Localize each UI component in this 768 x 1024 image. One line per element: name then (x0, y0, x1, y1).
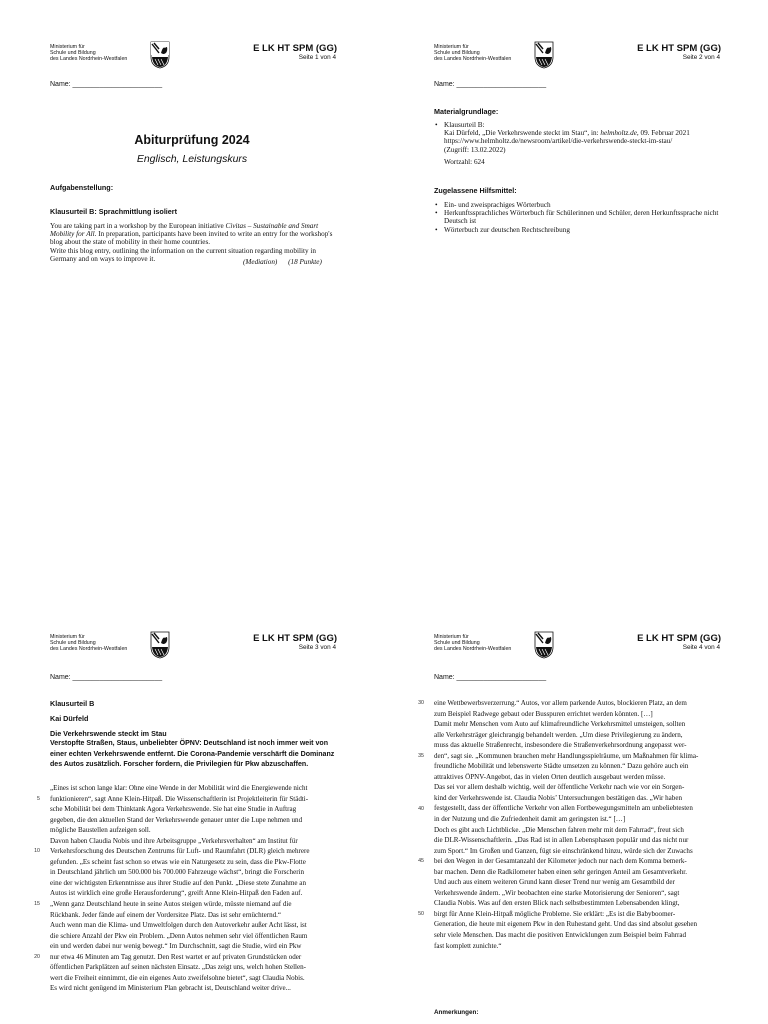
material-access-date: (Zugriff: 13.02.2022) (444, 145, 506, 154)
article-line: zum Beispiel Radwege gebaut oder Busspuren errichtet werden könnten. […] (434, 709, 653, 718)
material-source: Kai Dürfeld, „Die Verkehrswende steckt im Stau“, in: (444, 129, 601, 138)
article-line: die DLR-Wissenschaftlerin. „Das Rad ist in allen Lebensphasen populär und das nicht nur (434, 836, 689, 845)
line-number: 35 (418, 752, 424, 759)
article-line: Auch wenn man die Klima- und Umweltfolgen durch den Autoverkehr außer Acht lässt, ist (50, 921, 307, 930)
lead-line: des Autos zusätzlich. Forscher fordern, die Privilegien für Pkw abzuschaffen. (50, 761, 309, 769)
name-field: Name: _______________________ (434, 81, 547, 88)
article-line: bei den Wegen in der Gesamtanzahl der Kilometer jedoch nur nach dem Komma bemerk- (434, 857, 687, 866)
aids-list (434, 201, 734, 234)
aids-heading: Zugelassene Hilfsmittel: (434, 186, 517, 195)
article-line: Verkehrsforschung des Deutschen Zentrums für Luft- und Raumfahrt (DLR) gleich mehrere (50, 847, 310, 856)
article-line: Claudia Nobis. Was auf den ersten Blick nach selbstbestimmten Lebensabenden klingt, (434, 899, 680, 908)
article-line: fast komplett zunichte.“ (434, 941, 502, 950)
article-body (50, 783, 309, 994)
mediation-label: (Mediation) (243, 258, 278, 266)
part-heading: Klausurteil B: Sprachmittlung isoliert (50, 207, 177, 216)
ministry-line: Ministerium für (434, 634, 469, 640)
material-list (434, 121, 734, 154)
ministry-line: des Landes Nordrhein-Westfalen (50, 646, 128, 652)
article-line: Das sei vor allem deshalb wichtig, weil der öffentliche Verkehr nach wie vor ein Sorgen- (434, 783, 685, 792)
aid-item: • Wörterbuch zur deutschen Rechtschreibung (444, 226, 734, 234)
article-line: in Deutschland jährlich um 500.000 bis 700.000 Fahrzeuge wächst“, bringt die Forscherin (50, 868, 305, 877)
task-sentence: . In preparation, participants have been invited to write an entry for the workshop's blog about the state of mobility in their home countries. (50, 230, 333, 247)
article-line: Es wird nicht genügend im Ministerium Plan gebracht ist, Deutschland weiter drive... (50, 984, 291, 993)
ministry-line: des Landes Nordrhein-Westfalen (50, 56, 128, 62)
article-body (434, 698, 698, 951)
page-title: Abiturprüfung 2024 (134, 133, 250, 147)
task-sentence: You are taking part in a workshop by the European initiative (50, 222, 226, 230)
line-number: 10 (34, 848, 40, 855)
line-number: 30 (418, 700, 424, 706)
lead-line: Verstopfte Straßen, Staus, unbeliebter ÖPNV: Deutschland ist noch immer weit von (50, 740, 329, 747)
part-label: Klausurteil B (50, 699, 95, 708)
initiative-name: Civitas – Sustainable and Smart Mobility for All (50, 222, 319, 239)
word-count: Wortzahl: 624 (444, 158, 485, 166)
aid-item: • Herkunftssprachliches Wörterbuch für Schülerinnen und Schüler, deren Herkunftssprache nicht Deutsch ist (444, 209, 734, 225)
article-line: öffentlichen Parkplätzen auf seinen nächsten Einsatz. „Das zeigt uns, welch hohen Stellen- (50, 963, 307, 972)
article-line: Generation, die heute mit eigenem Pkw in den Ruhestand geht. Und das sind absolut gesehen (434, 920, 698, 929)
page-number: Seite 4 von 4 (682, 644, 720, 651)
exam-code: E LK HT SPM (GG) (253, 633, 337, 644)
page-subtitle: Englisch, Leistungskurs (136, 153, 248, 165)
name-field: Name: _______________________ (50, 674, 163, 681)
ministry-line: des Landes Nordrhein-Westfalen (434, 56, 512, 62)
article-headline: Die Verkehrswende steckt im Stau (50, 729, 167, 738)
article-line: in der Nutzung und die Zufriedenheit damit am geringsten ist.“ […] (434, 815, 626, 824)
article-line: freundliche Mobilität und lebenswerte Städte umsetzen zu können.“ Dazu gehöre auch ein (434, 762, 689, 771)
material-url: https://www.helmholtz.de/newsroom/artikel/die-verkehrswende-steckt-im-stau/ (444, 137, 673, 146)
ministry-line: Schule und Bildung (50, 640, 96, 646)
ministry-label (50, 44, 127, 62)
line-number: 45 (418, 858, 424, 865)
ministry-line: Ministerium für (50, 44, 85, 50)
task-marks (243, 258, 322, 266)
article-line: gefunden. „Es scheint fast schon so etwas wie ein Naturgesetz zu sein, dass die Pkw-Flotte (50, 857, 306, 866)
page-number: Seite 1 von 4 (298, 54, 336, 61)
nrw-coat-of-arms-icon (150, 631, 170, 659)
task-text (50, 222, 334, 263)
article-author: Kai Dürfeld (50, 714, 89, 723)
article-line: bar machen. Denn die Radkilometer haben einen sehr geringen Anteil am Gesamtverkehr. (434, 867, 688, 876)
line-number: 5 (37, 795, 40, 802)
article-line: Autos ist wirklich eine große Herausforderung“, greift Anne Klein-Hitpaß den Faden auf. (50, 889, 303, 898)
ministry-label (434, 634, 511, 652)
article-line: festgestellt, dass der öffentliche Verkehr von allen Fortbewegungsmitteln am unbeliebtesten (434, 804, 693, 813)
ministry-line: Schule und Bildung (50, 50, 96, 56)
page-2 (384, 0, 768, 512)
material-part-label: Klausurteil B: (444, 121, 485, 129)
exam-code: E LK HT SPM (GG) (637, 633, 721, 644)
material-date: , 09. Februar 2021 (636, 129, 690, 138)
page-number: Seite 2 von 4 (682, 54, 720, 61)
article-line: muss das aktuelle Straßenrecht, insbesondere die Straßenverkehrsordnung angepasst wer- (434, 741, 687, 750)
task-heading: Aufgabenstellung: (50, 183, 114, 192)
nrw-coat-of-arms-icon (534, 41, 554, 69)
page-4 (384, 512, 768, 1024)
material-item (444, 121, 734, 154)
line-number: 15 (34, 901, 40, 908)
article-line: sehr viele Menschen. Das macht die positiven Entwicklungen zum Beispiel beim Fahrrad (434, 931, 687, 940)
nrw-coat-of-arms-icon (534, 631, 554, 659)
lead-line: einer echten Verkehrswende entfernt. Die Corona-Pandemie verschärft die Dominanz (50, 750, 335, 758)
article-line: mögliche Baustellen aufzeigen soll. (50, 826, 151, 835)
article-line: gegeben, die den aktuellen Stand der Verkehrswende genauer unter die Lupe nehmen und (50, 815, 303, 824)
article-line: alle Verkehrsträger gleichrangig behandelt werden. „Um diese Privilegierung zu ändern, (434, 730, 683, 739)
article-line: zum Sport.“ Im Großen und Ganzen, fügt sie einschränkend hinzu, würde sich der Zuwachs (434, 846, 693, 855)
ministry-line: Schule und Bildung (434, 640, 480, 646)
article-line: funktionieren“, sagt Anne Klein-Hitpaß. Die Wissenschaftlerin ist Projektleiterin für Städti- (50, 794, 309, 803)
aid-item: • Ein- und zweisprachiges Wörterbuch (444, 201, 734, 209)
article-line: „Eines ist schon lange klar: Ohne eine Wende in der Mobilität wird die Energiewende nicht (50, 784, 308, 792)
line-number: 20 (34, 953, 40, 960)
article-line: ein und werden dabei nur wenig bewegt.“ Im Durchschnitt, sagt die Studie, wird ein Pkw (50, 942, 302, 951)
article-line: Und auch aus einem weiteren Grund kann dieser Trend nur wenig am Gesamtbild der (434, 878, 675, 887)
article-line: eine Wettbewerbsverzerrung.“ Autos, vor allem parkende Autos, blockieren Platz, an dem (434, 699, 687, 707)
article-line: die schiere Anzahl der Pkw ein Problem. „Denn Autos nehmen sehr viel öffentlichen Raum (50, 931, 308, 940)
ministry-label (50, 634, 127, 652)
ministry-line: Schule und Bildung (434, 50, 480, 56)
article-line: Doch es gibt auch Lichtblicke. „Die Menschen fahren mehr mit dem Fahrrad“, freut sich (434, 825, 684, 834)
article-line: eine der wichtigsten Erkenntnisse aus ihrer Studie auf den Punkt. „Diese stete Zunahme an (50, 878, 306, 887)
article-line: attraktives ÖPNV-Angebot, das in vielen Orten deutlich ausgebaut werden müsse. (434, 772, 666, 781)
page-number: Seite 3 von 4 (298, 644, 336, 651)
nrw-coat-of-arms-icon (150, 41, 170, 69)
name-field: Name: _______________________ (434, 674, 547, 681)
page-3 (0, 512, 384, 1024)
article-line: den“, sagt sie. „Kommunen brauchen mehr Handlungsspielräume, um Maßnahmen für klima- (434, 751, 699, 760)
ministry-label (434, 44, 511, 62)
ministry-line: Ministerium für (434, 44, 469, 50)
material-heading: Materialgrundlage: (434, 107, 499, 116)
page-1 (0, 0, 384, 512)
article-line: sche Mobilität bei dem Thinktank Agora Verkehrswende. Sie hat eine Studie in Auftrag (50, 805, 297, 814)
notes-heading: Anmerkungen: (434, 1009, 479, 1016)
ministry-line: des Landes Nordrhein-Westfalen (434, 646, 512, 652)
name-field: Name: _______________________ (50, 81, 163, 88)
exam-code: E LK HT SPM (GG) (637, 43, 721, 54)
article-line: Rückbank. Jeder fände auf einem der Vordersitze Platz. Das ist sehr ernüchternd.“ (50, 910, 282, 919)
exam-code: E LK HT SPM (GG) (253, 43, 337, 54)
article-line: kind der Verkehrswende ist. Claudia Nobis’ Untersuchungen bestätigen das. „Wir haben (434, 793, 682, 802)
article-line: wert die Freiheit einnimmt, die ein eigenes Auto zweifelsohne bietet“, sagt Claudia Nobis. (50, 973, 305, 982)
line-number: 40 (418, 805, 424, 812)
article-line: nur etwa 46 Minuten am Tag genutzt. Den Rest wartet er auf privaten Grundstücken oder (50, 952, 302, 961)
points-label: (18 Punkte) (288, 258, 322, 266)
line-number: 50 (418, 911, 424, 917)
article-line: Davon haben Claudia Nobis und ihre Arbeitsgruppe „Verkehrsverhalten“ am Institut für (50, 836, 298, 845)
article-line: Damit mehr Menschen vom Auto auf klimafreundliche Verkehrsmittel umsteigen, sollten (434, 720, 686, 729)
task-sentence: Write this blog entry, outlining the information on the current situation regarding mobility in Germany and on ways to improve it. (50, 246, 316, 263)
article-lead (50, 739, 334, 771)
article-line: „Wenn ganz Deutschland heute in seine Autos steigen würde, müsste niemand auf die (50, 900, 292, 909)
ministry-line: Ministerium für (50, 634, 85, 640)
material-publication: helmholtz.de (600, 129, 637, 138)
article-line: birgt für Anne Klein-Hitpaß mögliche Probleme. Sie erklärt: „Es ist die Babyboomer- (434, 909, 676, 918)
article-line: Verkehrswende ändern. „Wir beobachten eine starke Motorisierung der Senioren“, sagt (434, 888, 680, 897)
